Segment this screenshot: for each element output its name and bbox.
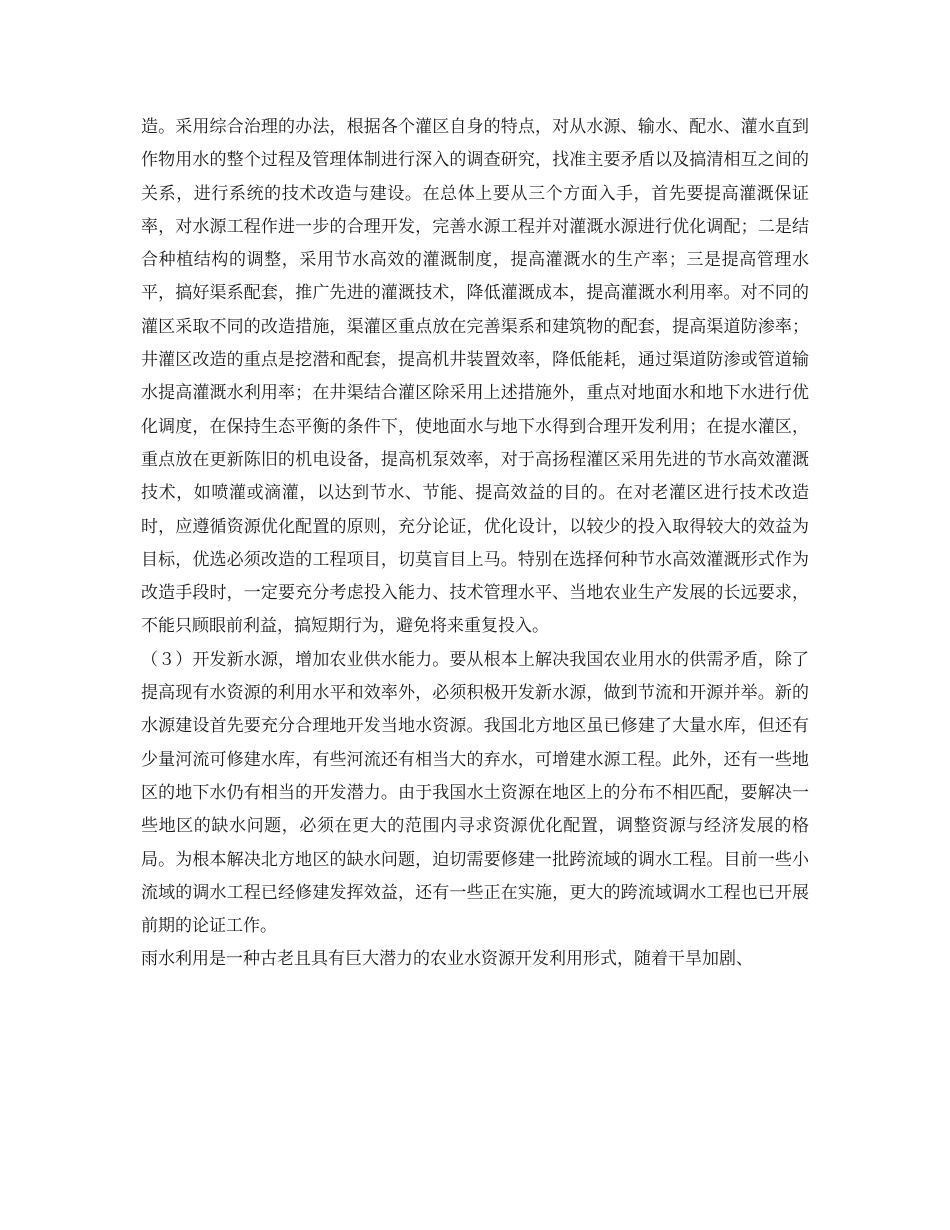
paragraph-new-water-sources: （３）开发新水源，增加农业供水能力。要从根本上解决我国农业用水的供需矛盾，除了提高现有水资源的利用水平和效率外，必须积极开发新水源，做到节流和开源并举。新的水源建设首先要充分合理地开发当地水资源。我国北方地区虽已修建了大量水库，但还有少量河流可修建水库，有些河流还有相当大的弃水，可增建水源工程。此外，还有一些地区的地下水仍有相当的开发潜力。由于我国水土资源在地区上的分布不相匹配，要解决一些地区的缺水问题，必须在更大的范围内寻求资源优化配置，调整资源与经济发展的格局。为根本解决北方地区的缺水问题，迫切需要修建一批跨流域的调水工程。目前一些小流域的调水工程已经修建发挥效益，还有一些正在实施，更大的跨流域调水工程也已开展前期的论证工作。 [141, 649, 809, 937]
document-body [141, 111, 809, 977]
paragraph-rainwater-utilization: 雨水利用是一种古老且具有巨大潜力的农业水资源开发利用形式，随着干旱加剧、 [141, 949, 753, 970]
paragraph-irrigation-renovation: 造。采用综合治理的办法，根据各个灌区自身的特点，对从水源、输水、配水、灌水直到作物用水的整个过程及管理体制进行深入的调查研究，找准主要矛盾以及搞清相互之间的关系，进行系统的技术改造与建设。在总体上要从三个方面入手，首先要提高灌溉保证率，对水源工程作进一步的合理开发，完善水源工程并对灌溉水源进行优化调配；二是结合种植结构的调整，采用节水高效的灌溉制度，提高灌溉水的生产率；三是提高管理水平，搞好渠系配套，推广先进的灌溉技术，降低灌溉成本，提高灌溉水利用率。对不同的灌区采取不同的改造措施，渠灌区重点放在完善渠系和建筑物的配套，提高渠道防渗率；井灌区改造的重点是挖潜和配套，提高机井装置效率，降低能耗，通过渠道防渗或管道输水提高灌溉水利用率；在井渠结合灌区除采用上述措施外，重点对地面水和地下水进行优化调度，在保持生态平衡的条件下，使地面水与地下水得到合理开发利用；在提水灌区，重点放在更新陈旧的机电设备，提高机泵效率，对于高扬程灌区采用先进的节水高效灌溉技术，如喷灌或滴灌，以达到节水、节能、提高效益的目的。在对老灌区进行技术改造时，应遵循资源优化配置的原则，充分论证，优化设计，以较少的投入取得较大的效益为目标，优选必须改造的工程项目，切莫盲目上马。特别在选择何种节水高效灌溉形式作为改造手段时，一定要充分考虑投入能力、技术管理水平、当地农业生产发展的长远要求，不能只顾眼前利益，搞短期行为，避免将来重复投入。 [141, 117, 809, 637]
